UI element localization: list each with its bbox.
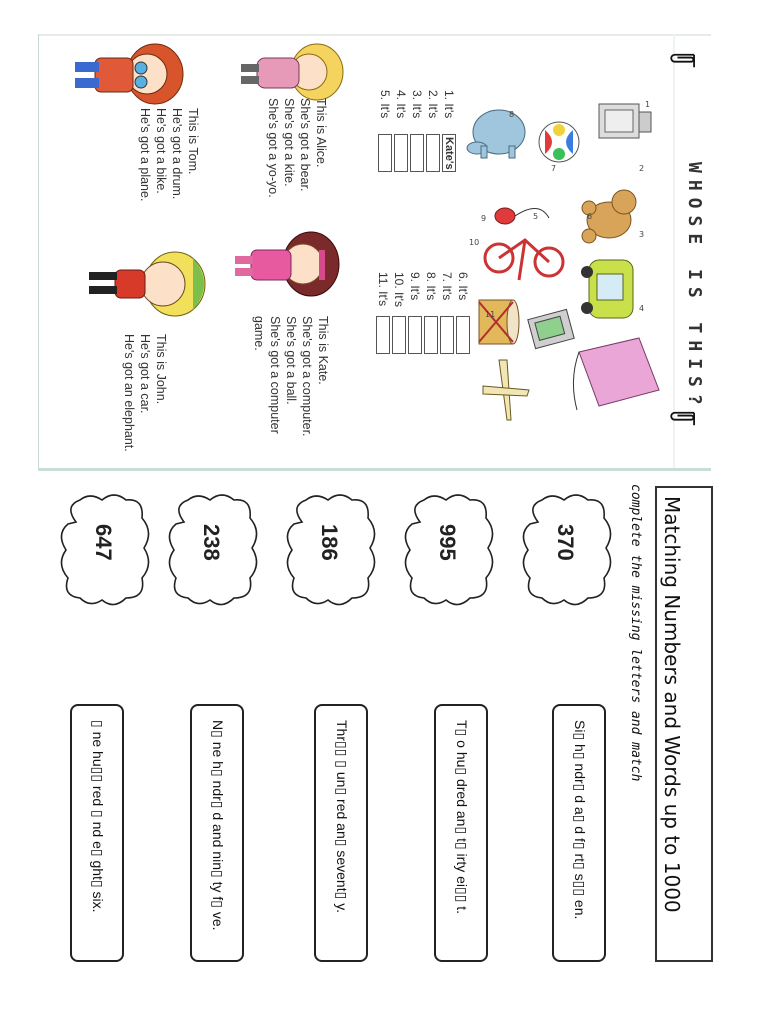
item-number: 5 [533,212,539,221]
computer-icon [599,104,651,138]
answer-row: 3. It's [409,90,425,172]
answers-left [377,90,457,172]
answer-row: 6. It's [455,272,471,354]
answer-row: 10. It's [391,272,407,354]
answer-row: 1. It's Kate's [441,90,457,172]
number-cloud[interactable] [518,492,614,612]
answer-row: 11. It's [375,272,391,354]
answer-field[interactable] [394,134,408,172]
whose-is-this-worksheet [38,34,711,471]
answer-row: 9. It's [407,272,423,354]
answer-row: 5. It's [377,90,393,172]
number-value: 370 [553,524,578,561]
number-cloud[interactable] [56,492,152,612]
item-number: 7 [551,164,557,173]
word-box[interactable] [190,704,244,962]
answer-row: 8. It's [423,272,439,354]
kate-description: This is Kate. She's got a computer. She's got a ball. She's got a computer game. [252,316,330,437]
answer-row: 2. It's [425,90,441,172]
answer-field[interactable] [376,316,390,354]
answers-right [375,272,471,354]
elephant-icon [467,110,525,158]
ball-icon [539,122,579,162]
number-word: ▯ ne hu▯▯ red ▯ nd e▯ ght▯ six. [90,720,106,913]
plane-icon [483,360,529,420]
paperclip-icon [667,52,699,70]
tom-description: This is Tom. He's got a drum. He's got a bike. He's got a plane. [138,108,200,202]
number-value: 995 [435,524,460,561]
answer-field[interactable] [378,134,392,172]
item-number: 11 [485,310,496,319]
kite-icon [573,338,659,410]
answer-field[interactable] [426,134,440,172]
number-value: 238 [199,524,224,561]
word-box[interactable] [552,704,606,962]
word-box[interactable] [314,704,368,962]
matching-subtitle: complete the missing letters and match [628,484,643,782]
number-cloud[interactable] [400,492,496,612]
alice-description: This is Alice. She's got a bear. She's got a kite. She's got a yo-yo. [266,98,328,198]
answer-field[interactable] [424,316,438,354]
item-number: 10 [469,238,480,247]
answer-field[interactable]: Kate's [442,134,456,172]
answer-row: 4. It's [393,90,409,172]
matching-title: Matching Numbers and Words up to 1000 [660,496,684,913]
drum-icon [479,300,519,344]
yoyo-icon [495,208,549,224]
worksheet-title: WHOSE IS THIS? [684,162,705,412]
number-word: Thr▯▯ ▯ un▯ red an▯ sevent▯ y. [334,720,350,914]
sheet-fold-line [673,34,675,468]
answer-row: 7. It's [439,272,455,354]
item-number: 2 [639,164,645,173]
number-word: N▯ ne h▯ ndr▯ d and nin▯ ty f▯ ve. [210,720,226,931]
number-word: Si▯ h▯ ndr▯ d a▯ d f▯ rt▯ s▯▯ en. [572,720,588,920]
number-cloud[interactable] [164,492,260,612]
paperclip-icon [667,410,699,428]
item-number: 3 [639,230,645,239]
item-number: 8 [509,110,515,119]
number-value: 186 [317,524,342,561]
car-icon [581,260,633,318]
computer-game-icon [528,309,574,348]
item-number: 6 [587,212,593,221]
answer-field[interactable] [410,134,424,172]
tom-illustration [69,36,189,116]
john-description: This is John. He's got a car. He's got an elephant. [122,334,168,452]
answer-field[interactable] [408,316,422,354]
number-word: T▯ o hu▯ dred an▯ t▯ irty ei▯▯ t. [454,720,470,915]
item-number: 4 [639,304,645,313]
answer-field[interactable] [456,316,470,354]
answer-field[interactable] [392,316,406,354]
john-illustration [75,244,215,324]
item-number: 9 [481,214,487,223]
word-box[interactable] [434,704,488,962]
number-cloud[interactable] [282,492,378,612]
kate-illustration [229,230,349,300]
number-value: 647 [91,524,116,561]
toys-illustration [459,90,669,430]
bike-icon [485,240,563,280]
item-number: 1 [645,100,651,109]
word-box[interactable] [70,704,124,962]
answer-field[interactable] [440,316,454,354]
